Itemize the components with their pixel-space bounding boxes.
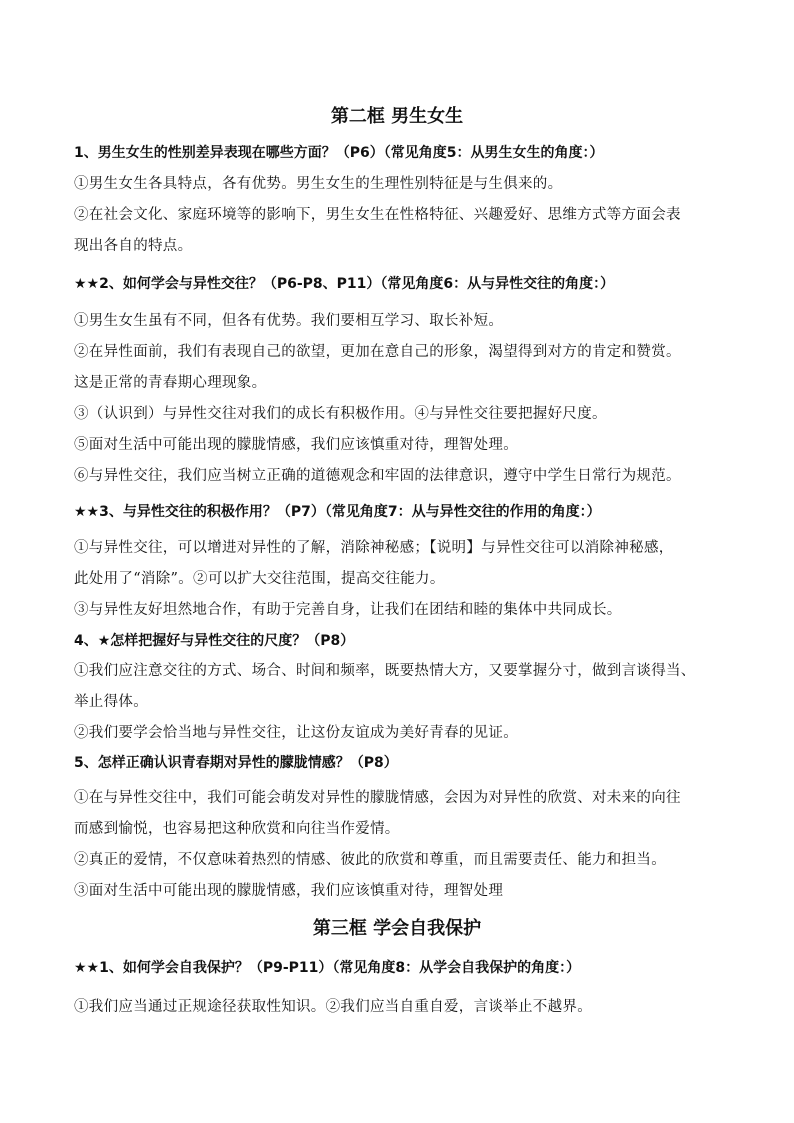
answer-line: ⑥与异性交往，我们应当树立正确的道德观念和牢固的法律意识，遵守中学生日常行为规范。 — [74, 468, 681, 484]
answer-line: 现出各自的特点。 — [74, 238, 193, 254]
question-heading-1: 1、男生女生的性别差异表现在哪些方面？（P6）（常见角度5：从男生女生的角度：） — [74, 145, 604, 161]
answer-line: 此处用了“消除”。②可以扩大交往范围，提高交往能力。 — [74, 571, 445, 587]
answer-line: ①男生女生虽有不同，但各有优势。我们要相互学习、取长补短。 — [74, 313, 504, 329]
question-heading-5: 5、怎样正确认识青春期对异性的朦胧情感？（P8） — [74, 755, 398, 771]
answer-block-3 — [74, 533, 734, 626]
answer-line: ①男生女生各具特点，各有优势。男生女生的生理性别特征是与生俱来的。 — [74, 176, 563, 192]
answer-block-4 — [74, 656, 734, 749]
answer-line: ①与异性交往，可以增进对异性的了解，消除神秘感；【说明】与异性交往可以消除神秘感， — [74, 540, 674, 556]
answer-block-5 — [74, 783, 734, 907]
answer-line: ⑤面对生活中可能出现的朦胧情感，我们应该慎重对待，理智处理。 — [74, 437, 518, 453]
answer-block-1 — [74, 169, 734, 262]
question-heading-4: 4、★怎样把握好与异性交往的尺度？（P8） — [74, 633, 355, 649]
answer-line: 而感到愉悦，也容易把这种欣赏和向往当作爱情。 — [74, 821, 400, 837]
answer-line: ②我们要学会恰当地与异性交往，让这份友谊成为美好青春的见证。 — [74, 725, 518, 741]
question-heading-3: ★★3、与异性交往的积极作用？（P7）（常见角度7：从与异性交往的作用的角度：） — [74, 504, 601, 520]
section-title-frame3: 第三框 学会自我保护 — [312, 918, 482, 939]
answer-block-6 — [74, 992, 734, 1023]
answer-line: 这是正常的青春期心理现象。 — [74, 375, 267, 391]
answer-line: ③与异性友好坦然地合作，有助于完善自身，让我们在团结和睦的集体中共同成长。 — [74, 602, 622, 618]
answer-line: ②真正的爱情，不仅意味着热烈的情感、彼此的欣赏和尊重，而且需要责任、能力和担当。 — [74, 852, 666, 868]
answer-line: ③面对生活中可能出现的朦胧情感，我们应该慎重对待，理智处理 — [74, 883, 504, 899]
answer-line: ②在社会文化、家庭环境等的影响下，男生女生在性格特征、兴趣爱好、思维方式等方面会表 — [74, 207, 681, 223]
answer-line: 举止得体。 — [74, 694, 148, 710]
section-title-frame2: 第二框 男生女生 — [330, 106, 464, 127]
question-heading-2: ★★2、如何学会与异性交往？（P6-P8、P11）（常见角度6：从与异性交往的角度：） — [74, 276, 615, 292]
answer-block-2 — [74, 306, 734, 492]
answer-line: ①在与异性交往中，我们可能会萌发对异性的朦胧情感，会因为对异性的欣赏、对未来的向往 — [74, 790, 681, 806]
question-heading-6: ★★1、如何学会自我保护？（P9-P11）（常见角度8：从学会自我保护的角度：） — [74, 960, 581, 976]
answer-line: ①我们应注意交往的方式、场合、时间和频率，既要热情大方，又要掌握分寸，做到言谈得当、 — [74, 663, 696, 679]
answer-line: ②在异性面前，我们有表现自己的欲望，更加在意自己的形象，渴望得到对方的肯定和赞赏。 — [74, 344, 681, 360]
answer-line: ①我们应当通过正规途径获取性知识。②我们应当自重自爱，言谈举止不越界。 — [74, 999, 592, 1015]
answer-line: ③（认识到）与异性交往对我们的成长有积极作用。④与异性交往要把握好尺度。 — [74, 406, 607, 422]
